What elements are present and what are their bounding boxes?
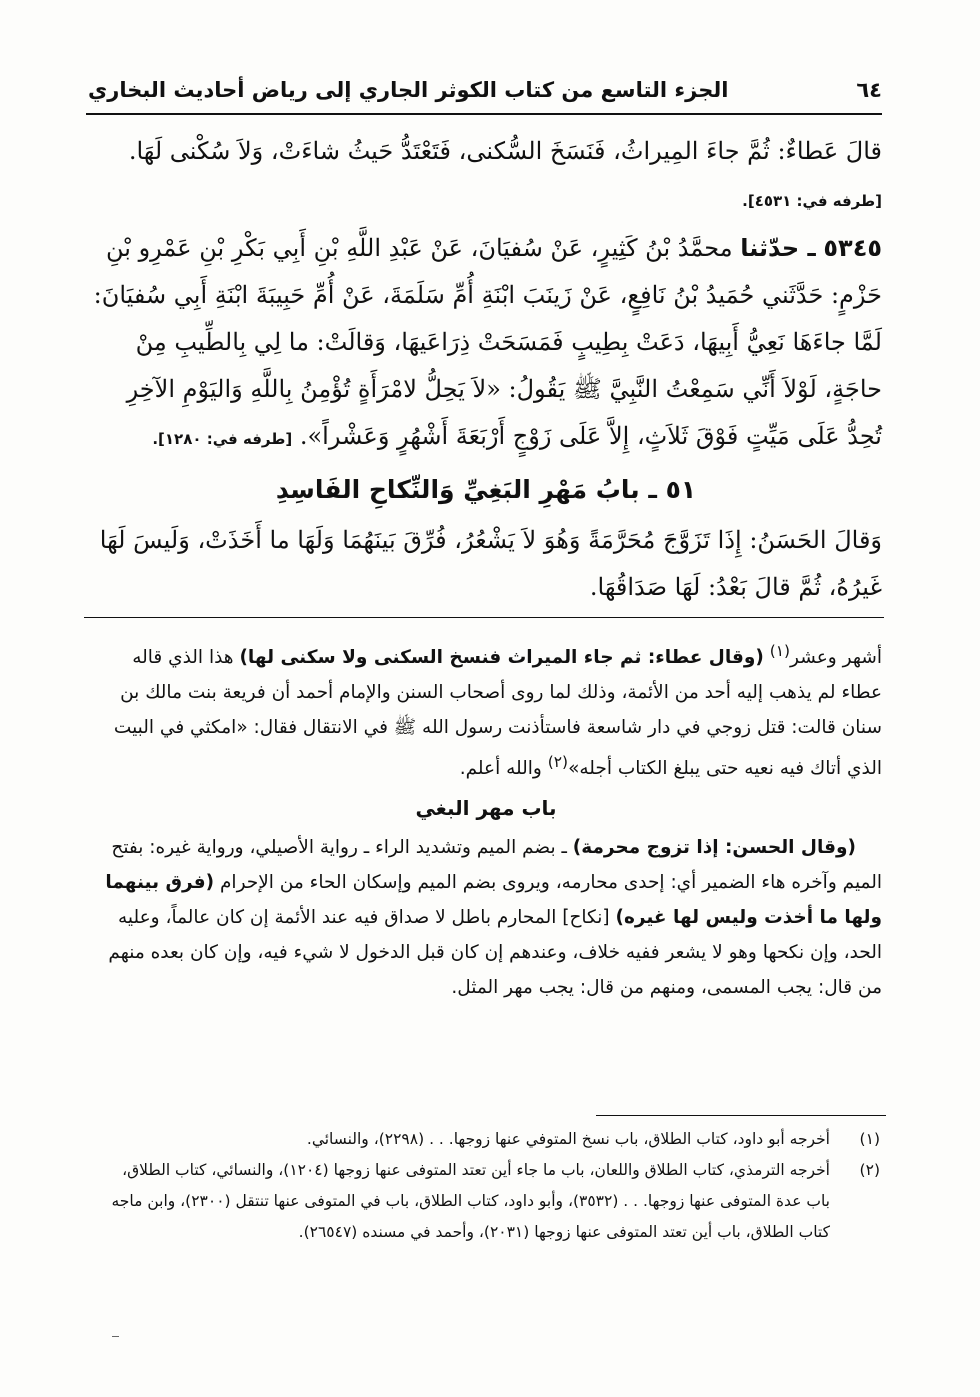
ata-quote-text: قالَ عَطاءٌ: ثُمَّ جاءَ المِيراثُ، فَنَسَخَ السُّكنى، فَتَعْتَدُّ حَيثُ شاءَتْ، وَلاَ سُكْنى لَهَا.: [128, 137, 882, 165]
hadith-text-block: [90, 128, 882, 611]
commentary-paragraph-1: [90, 634, 882, 786]
hasan-statement-text: وَقالَ الحَسَنُ: إِذَا تَزَوَّجَ مُحَرَّمَةً وَهُوَ لاَ يَشْعُرُ، فُرِّقَ بَينَهُمَا وَلَهَا ما أَخَذَتْ، وَلَيسَ لَهَا غَيرُهُ، ثُمَّ قالَ بَعْدُ: لَهَا صَدَاقُهَا.: [99, 526, 882, 601]
commentary-block: [90, 634, 882, 1005]
page-header: [88, 70, 882, 110]
commentary-p1-start: أشهر وعشر: [790, 647, 882, 669]
page-number: ٦٤: [856, 78, 882, 102]
print-mark: [112, 1336, 119, 1337]
hadith-lead: ـ حدّثنا: [740, 234, 816, 262]
commentary-p2-quote-2: (فرق بينهما ولها ما أخذت وليس لها غيره): [105, 872, 882, 929]
commentary-p2-quote-1: (وقال الحسن: إذا تزوج محرمة): [572, 837, 856, 859]
footnotes: [100, 1124, 880, 1248]
commentary-paragraph-2: [90, 830, 882, 1005]
footnote-number: (٢): [859, 1161, 880, 1179]
commentary-p1-quote: (وقال عطاء: ثم جاء الميراث فنسخ السكنى ولا سكنى لها): [239, 647, 764, 669]
commentary-heading: باب مهر البغي: [415, 796, 557, 821]
commentary-p2-text-1: ـ بضم الميم وتشديد الراء ـ رواية الأصيلي، ورواية غيره: بفتح الميم وآخره هاء الضمير أي: إحدى محارمه، ويروى بضم الميم وإسكان الحاء من الإحرام: [111, 837, 882, 894]
taraf-1-text: [طرفه في: ٤٥٣١].: [742, 192, 882, 210]
taraf-reference-2: [طرفه في: ١٢٨٠].: [152, 430, 293, 448]
footnote-1: [100, 1124, 880, 1155]
footnote-ref-2: (٢): [547, 753, 569, 772]
footnote-ref-1: (١): [769, 642, 791, 660]
footnote-text: أخرجه الترمذي، كتاب الطلاق واللعان، باب ما جاء أين تعتد المتوفى عنها زوجها (١٢٠٤)، والنسائي، كتاب الطلاق، باب عدة المتوفى عنها زوجها. . . (٣٥٣٢)، وأبو داود، كتاب الطلاق، باب في المتوفى عنها تنتقل (٢٣٠٠)، وابن ماجه كتاب الطلاق، باب أين تعتد المتوفى عنها زوجها (٢٠٣١)، وأحمد في مسنده (٢٦٥٤٧).: [111, 1161, 830, 1241]
commentary-p2-text-2: [نكاح] المحارم باطل لا صداق فيه عند الأئمة إن كان عالماً، وعليه الحد، وإن نكحها وهو لا يشعر ففيه خلاف، وعندهم إن كان قبل الدخول لا شيء فيه، وإن كان بعده منهم من قال: يجب المسمى، ومنهم من قال: يجب مهر المثل.: [108, 907, 882, 999]
commentary-p1-text: هذا الذي قاله عطاء لم يذهب إليه أحد من الأئمة، وذلك لما روى أصحاب السنن والإمام أحمد أن فريعة بنت مالك بن سنان قالت: قتل زوجي في دار شاسعة فاستأذنت رسول الله ﷺ في الانتقال فقال: «امكثي في البيت الذي أتاك فيه نعيه حتى يبلغ الكتاب أجله»: [113, 647, 882, 780]
commentary-p1-end: والله أعلم.: [459, 758, 542, 780]
header-rule: [86, 113, 882, 115]
hadith-number: ٥٣٤٥: [823, 234, 882, 262]
hasan-statement: [90, 517, 882, 611]
running-title: الجزء التاسع من كتاب الكوثر الجاري إلى رياض أحاديث البخاري: [88, 78, 729, 102]
footnote-text: أخرجه أبو داود، كتاب الطلاق، باب نسخ المتوفي عنها زوجها. . . (٢٢٩٨)، والنسائي.: [306, 1130, 830, 1148]
footnote-rule: [596, 1115, 886, 1116]
hadith-5345: [90, 225, 882, 463]
taraf-reference-1: [90, 175, 882, 225]
footnote-2: [100, 1155, 880, 1248]
footnote-number: (١): [859, 1130, 880, 1148]
section-divider: [84, 617, 884, 618]
ata-quote: [90, 128, 882, 175]
chapter-title: ٥١ ـ بابُ مَهْرِ البَغِيِّ وَالنِّكاحِ الفَاسِدِ: [275, 475, 697, 504]
hadith-body: محمَّدُ بْنُ كَثِيرٍ، عَنْ سُفيَانَ، عَنْ عَبْدِ اللَّهِ بْنِ أَبِي بَكْرِ بْنِ عَمْرِو بْنِ حَزْمٍ: حَدَّثَني حُمَيدُ بْنُ نَافِعٍ، عَنْ زَينَبَ ابْنَةِ أُمِّ سَلَمَةَ، عَنْ أُمِّ حَبِيبَةَ ابْنَةِ أَبِي سُفيَانَ: لَمَّا جاءَهَا نَعِيُّ أَبِيهَا، دَعَتْ بِطِيبٍ فَمَسَحَتْ ذِرَاعَيهَا، وَقالَتْ: ما لِي بِالطِّيبِ مِنْ حاجَةٍ، لَوْلاَ أَنِّي سَمِعْتُ النَّبِيَّ ﷺ يَقُولُ: «لاَ يَحِلُّ لامْرَأَةٍ تُؤْمِنُ بِاللَّهِ وَاليَوْمِ الآخِرِ تُحِدُّ عَلَى مَيِّتٍ فَوْقَ ثَلاَثٍ، إِلاَّ عَلَى زَوْجٍ أَرْبَعَةَ أَشْهُرٍ وَعَشْراً».: [93, 234, 882, 450]
